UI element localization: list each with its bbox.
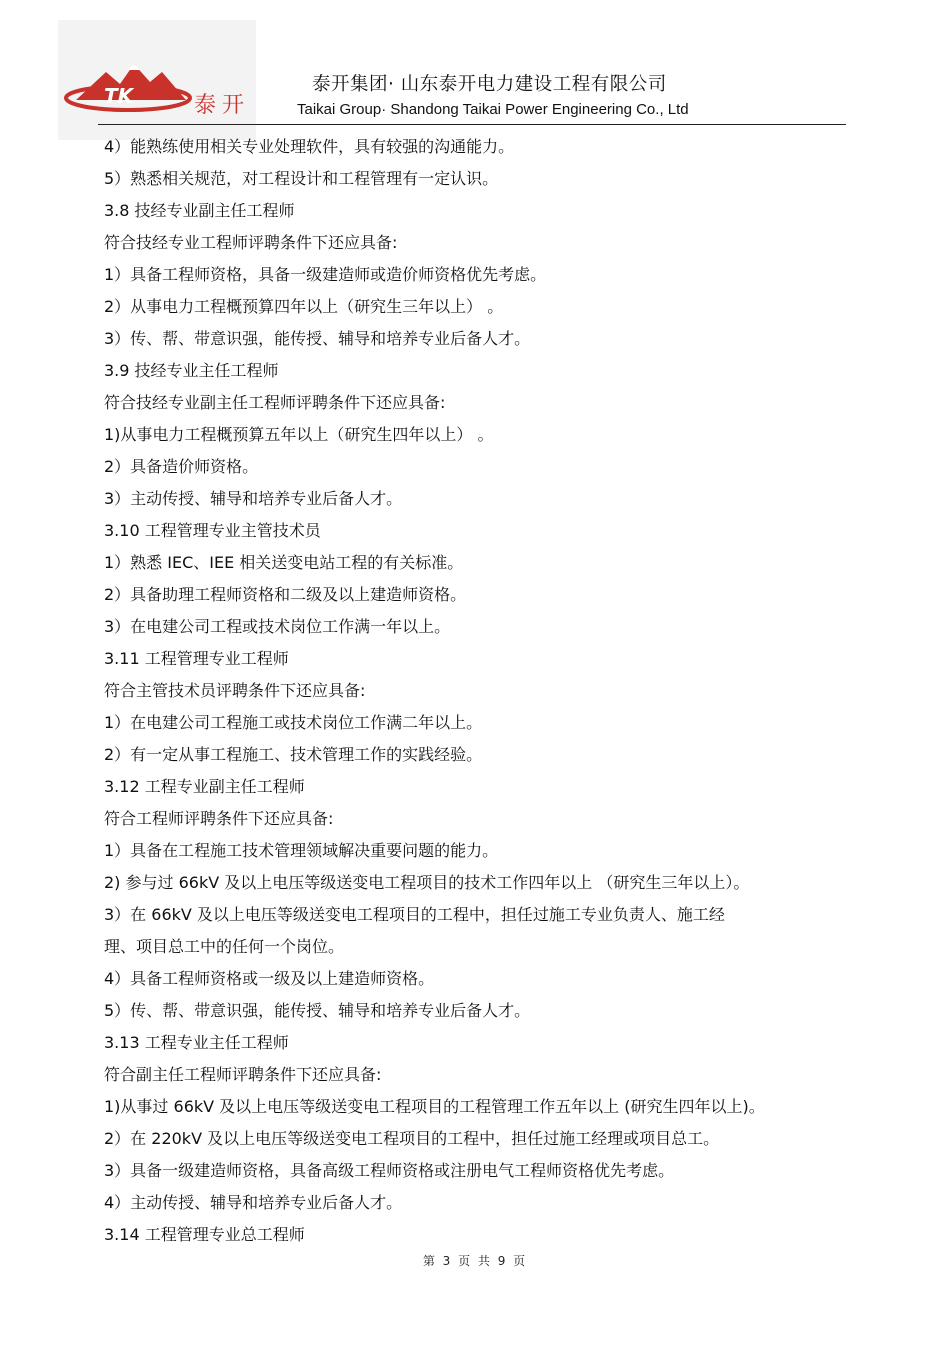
body-line: 2）在 220kV 及以上电压等级送变电工程项目的工程中，担任过施工经理或项目总工。	[104, 1129, 720, 1148]
section-heading: 3.13 工程专业主任工程师	[104, 1033, 289, 1052]
company-logo	[58, 20, 256, 140]
logo-text: TK	[104, 84, 134, 108]
body-line: 3）具备一级建造师资格，具备高级工程师资格或注册电气工程师资格优先考虑。	[104, 1161, 675, 1180]
body-line: 符合技经专业工程师评聘条件下还应具备:	[104, 233, 398, 252]
body-line: 1)从事电力工程概预算五年以上（研究生四年以上） 。	[104, 425, 494, 444]
logo-cn-text: 泰开	[194, 93, 251, 118]
body-line: 符合技经专业副主任工程师评聘条件下还应具备:	[104, 393, 446, 412]
header-title-en: Taikai Group· Shandong Taikai Power Engineering Co., Ltd	[297, 101, 689, 118]
page-number: 第 3 页 共 9 页	[422, 1254, 528, 1268]
body-line: 3）在 66kV 及以上电压等级送变电工程项目的工程中，担任过施工专业负责人、施工经	[104, 905, 725, 924]
body-line: 2）从事电力工程概预算四年以上（研究生三年以上） 。	[104, 297, 504, 316]
body-line: 5）熟悉相关规范，对工程设计和工程管理有一定认识。	[104, 169, 499, 188]
body-line: 2）有一定从事工程施工、技术管理工作的实践经验。	[104, 745, 483, 764]
body-line: 1）具备工程师资格，具备一级建造师或造价师资格优先考虑。	[104, 265, 547, 284]
body-line: 1)从事过 66kV 及以上电压等级送变电工程项目的工程管理工作五年以上 (研究生四年以上)。	[104, 1097, 765, 1116]
section-heading: 3.14 工程管理专业总工程师	[104, 1225, 305, 1244]
body-line: 1）在电建公司工程施工或技术岗位工作满二年以上。	[104, 713, 483, 732]
body-line: 2）具备造价师资格。	[104, 457, 259, 476]
document-body	[104, 131, 846, 1251]
body-line: 3）在电建公司工程或技术岗位工作满一年以上。	[104, 617, 451, 636]
header-title-cn: 泰开集团· 山东泰开电力建设工程有限公司	[312, 74, 667, 95]
body-line: 4）主动传授、辅导和培养专业后备人才。	[104, 1193, 403, 1212]
section-heading: 3.8 技经专业副主任工程师	[104, 201, 295, 220]
body-line: 1）熟悉 IEC、IEE 相关送变电站工程的有关标准。	[104, 553, 464, 572]
body-line: 符合工程师评聘条件下还应具备:	[104, 809, 334, 828]
section-heading: 3.9 技经专业主任工程师	[104, 361, 279, 380]
body-line: 3）主动传授、辅导和培养专业后备人才。	[104, 489, 403, 508]
body-line: 5）传、帮、带意识强，能传授、辅导和培养专业后备人才。	[104, 1001, 531, 1020]
body-line: 2）具备助理工程师资格和二级及以上建造师资格。	[104, 585, 467, 604]
body-line: 符合主管技术员评聘条件下还应具备:	[104, 681, 366, 700]
section-heading: 3.12 工程专业副主任工程师	[104, 777, 305, 796]
body-line: 4）具备工程师资格或一级及以上建造师资格。	[104, 969, 435, 988]
section-heading: 3.11 工程管理专业工程师	[104, 649, 289, 668]
body-line: 4）能熟练使用相关专业处理软件，具有较强的沟通能力。	[104, 137, 515, 156]
body-line: 理、项目总工中的任何一个岗位。	[104, 937, 345, 956]
section-heading: 3.10 工程管理专业主管技术员	[104, 521, 321, 540]
tk-logo-icon	[58, 20, 256, 140]
body-line: 符合副主任工程师评聘条件下还应具备:	[104, 1065, 382, 1084]
header-divider	[98, 124, 846, 125]
body-line: 2) 参与过 66kV 及以上电压等级送变电工程项目的技术工作四年以上 （研究生三年以上）。	[104, 873, 750, 892]
body-line: 1）具备在工程施工技术管理领域解决重要问题的能力。	[104, 841, 499, 860]
body-line: 3）传、帮、带意识强，能传授、辅导和培养专业后备人才。	[104, 329, 531, 348]
